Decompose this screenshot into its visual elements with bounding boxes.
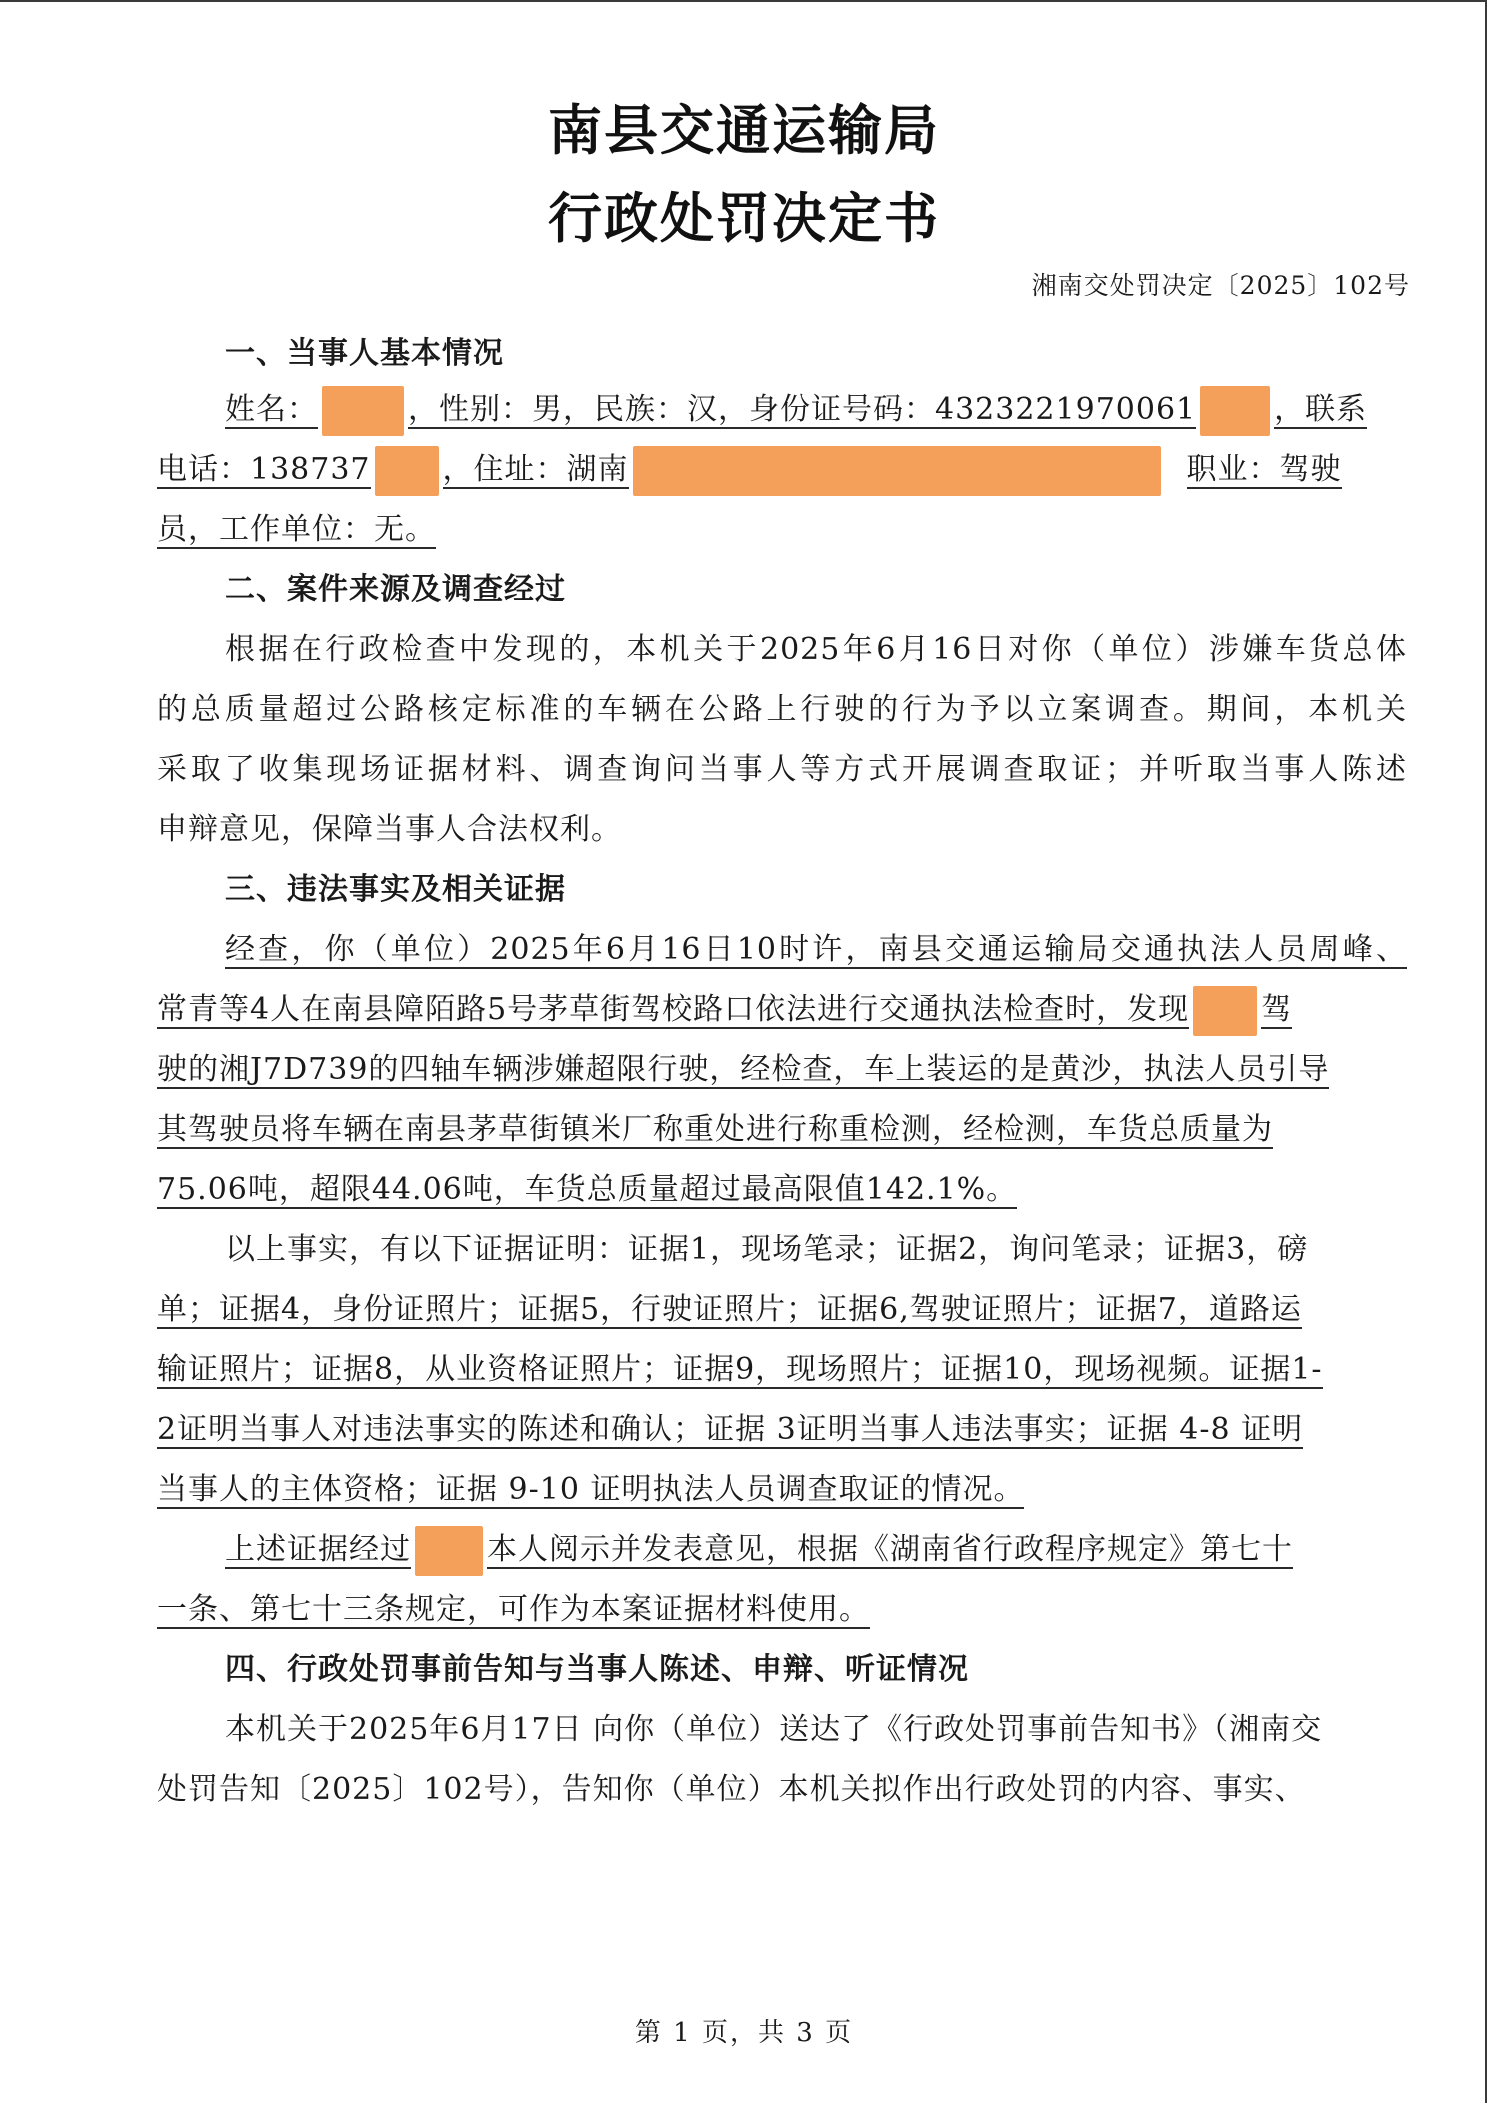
evidence-line-3 xyxy=(157,1340,1407,1400)
evidence-line-3-text: 输证照片；证据8，从业资格证照片；证据9，现场照片；证据10，现场视频。证据1- xyxy=(157,1352,1323,1387)
evidence-line-4 xyxy=(157,1400,1407,1460)
document-title-type: 行政处罚决定书 xyxy=(548,187,940,250)
evidence-review-line-2 xyxy=(157,1580,1407,1640)
redacted-phone-suffix xyxy=(375,446,439,496)
party-info-line-1 xyxy=(157,380,1407,440)
facts-line-4 xyxy=(157,1100,1407,1160)
evidence-review-line-2-text: 一条、第七十三条规定，可作为本案证据材料使用。 xyxy=(157,1592,870,1627)
facts-line-4-text: 其驾驶员将车辆在南县茅草街镇米厂称重处进行称重检测，经检测，车货总质量为 xyxy=(157,1112,1273,1147)
party-address-text: ，住址：湖南 xyxy=(442,452,629,487)
party-info-line-3 xyxy=(157,500,1407,560)
evidence-line-2-text: 单；证据4，身份证照片；证据5，行驶证照片；证据6,驾驶证照片；证据7，道路运 xyxy=(157,1292,1302,1327)
facts-line-2-text: 常青等4人在南县障陌路5号茅草街驾校路口依法进行交通执法检查时，发现 xyxy=(157,992,1190,1027)
party-occupation-text: 职业：驾驶 xyxy=(1186,452,1342,487)
evidence-review-line-1 xyxy=(157,1520,1407,1580)
evidence-line-5 xyxy=(157,1460,1407,1520)
party-name-label: 姓名： xyxy=(225,392,318,427)
case-source-line-1: 根据在行政检查中发现的，本机关于2025年6月16日对你（单位）涉嫌车货总体 xyxy=(225,632,1407,667)
facts-line-5-text: 75.06吨，超限44.06吨，车货总质量超过最高限值142.1%。 xyxy=(157,1172,1018,1207)
party-workplace-text: 员，工作单位：无。 xyxy=(157,512,436,547)
document-number: 湘南交处罚决定〔2025〕102号 xyxy=(1031,271,1410,300)
evidence-review-text-b: 本人阅示并发表意见，根据《湖南省行政程序规定》第七十 xyxy=(487,1532,1293,1567)
case-source-line-3: 采取了收集现场证据材料、调查询问当事人等方式开展调查取证；并听取当事人陈述 xyxy=(157,752,1407,787)
facts-line-3 xyxy=(157,1040,1407,1100)
party-phone-text: 电话：138737 xyxy=(157,452,371,487)
section-heading-party-info: 一、当事人基本情况 xyxy=(225,336,504,371)
evidence-line-5-text: 当事人的主体资格；证据 9-10 证明执法人员调查取证的情况。 xyxy=(157,1472,1025,1507)
case-source-line-4: 申辩意见，保障当事人合法权利。 xyxy=(157,812,622,847)
evidence-line-4-text: 2证明当事人对违法事实的陈述和确认；证据 3证明当事人违法事实；证据 4-8 证明 xyxy=(157,1412,1304,1447)
redacted-address xyxy=(633,446,1161,496)
evidence-line-1 xyxy=(157,1220,1407,1280)
facts-line-2-end: 驾 xyxy=(1261,992,1293,1027)
facts-line-1-text: 经查，你（单位）2025年6月16日10时许，南县交通运输局交通执法人员周峰、 xyxy=(225,932,1407,967)
evidence-review-text-a: 上述证据经过 xyxy=(225,1532,411,1567)
party-contact-label: ，联系 xyxy=(1274,392,1368,427)
section-heading-prior-notice: 四、行政处罚事前告知与当事人陈述、申辩、听证情况 xyxy=(225,1652,969,1687)
prior-notice-line-2: 处罚告知〔2025〕102号），告知你（单位）本机关拟作出行政处罚的内容、事实、 xyxy=(157,1772,1306,1807)
case-source-line-2: 的总质量超过公路核定标准的车辆在公路上行驶的行为予以立案调查。期间，本机关 xyxy=(157,692,1407,727)
page-footer: 第 1 页，共 3 页 xyxy=(634,2018,854,2048)
facts-line-1 xyxy=(157,920,1407,980)
redacted-party-name xyxy=(415,1526,483,1576)
party-info-line-2 xyxy=(157,440,1407,500)
party-gender-id-text: ，性别：男，民族：汉，身份证号码：4323221970061 xyxy=(408,392,1197,427)
prior-notice-line-1: 本机关于2025年6月17日 向你（单位）送达了《行政处罚事前告知书》（湘南交 xyxy=(225,1712,1323,1747)
redacted-driver-name xyxy=(1193,986,1257,1036)
evidence-line-2 xyxy=(157,1280,1407,1340)
facts-line-3-text: 驶的湘J7D739的四轴车辆涉嫌超限行驶，经检查，车上装运的是黄沙，执法人员引导 xyxy=(157,1052,1330,1087)
evidence-line-1-text: 以上事实，有以下证据证明：证据1，现场笔录；证据2，询问笔录；证据3，磅 xyxy=(225,1232,1309,1267)
facts-line-5 xyxy=(157,1160,1407,1220)
section-heading-case-source: 二、案件来源及调查经过 xyxy=(225,572,566,607)
facts-line-2 xyxy=(157,980,1407,1040)
redacted-id-suffix xyxy=(1200,386,1270,436)
document-title-agency: 南县交通运输局 xyxy=(548,99,940,162)
section-heading-facts-evidence: 三、违法事实及相关证据 xyxy=(225,872,566,907)
redacted-name xyxy=(322,386,404,436)
